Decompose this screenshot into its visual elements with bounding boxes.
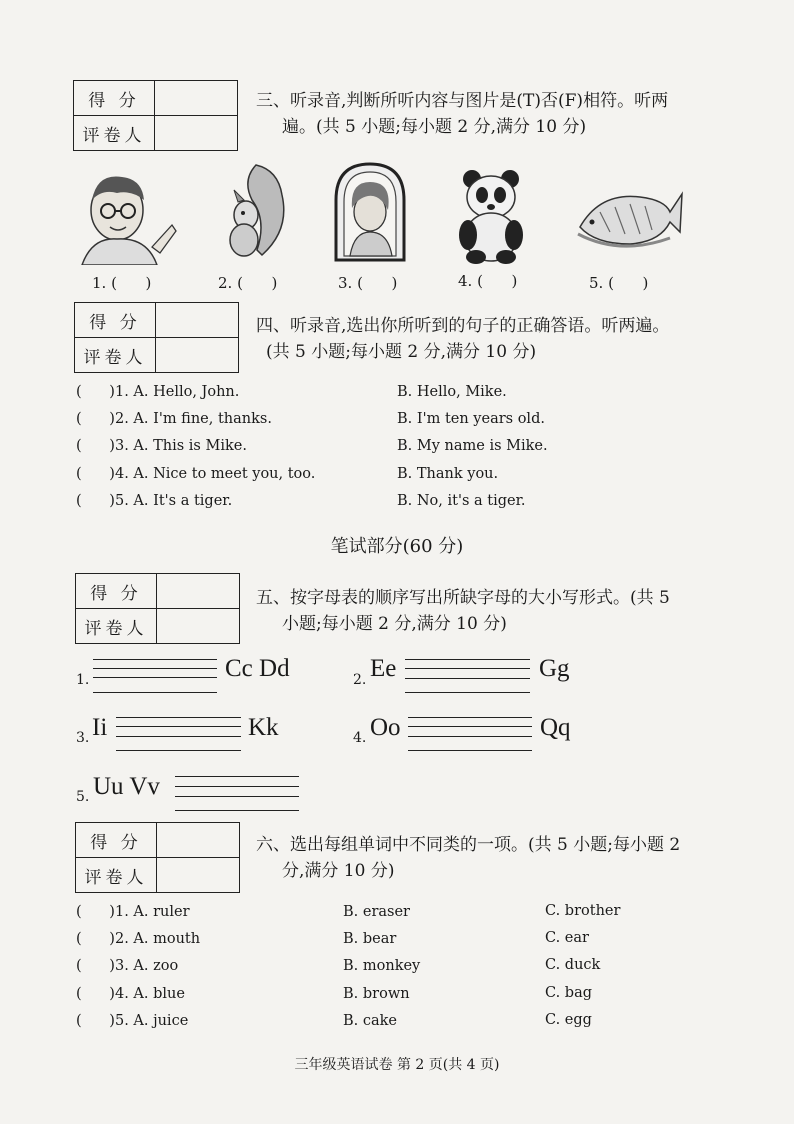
sec5-q1-number: 1. [76, 672, 90, 688]
score-label: 得 分 [74, 81, 155, 116]
score-cell[interactable] [157, 823, 240, 858]
sec4-item-5-a[interactable]: ( )5. A. It's a tiger. [76, 493, 233, 509]
sec6-item-3-b: B. monkey [343, 958, 421, 974]
sec4-item-5-b: B. No, it's a tiger. [397, 493, 526, 509]
page-footer: 三年级英语试卷 第 2 页(共 4 页) [294, 1057, 500, 1073]
sec6-item-2-b: B. bear [343, 931, 397, 947]
sec3-title [256, 88, 668, 140]
grader-cell[interactable] [157, 609, 240, 644]
sec6-title-line1: 六、选出每组单词中不同类的一项。(共 5 小题;每小题 2 [256, 835, 681, 855]
score-label: 得 分 [76, 574, 157, 609]
sec4-item-1-b: B. Hello, Mike. [397, 384, 507, 400]
sec3-answer-1[interactable]: 1. ( ) [92, 274, 152, 292]
sec4-title [256, 313, 669, 365]
writing-line [408, 736, 532, 737]
sec5-q2-before: Ee [370, 655, 397, 682]
sec6-item-4-c: C. bag [545, 985, 593, 1001]
score-box-sec3 [73, 80, 238, 151]
sec5-q4-number: 4. [353, 730, 367, 746]
sec4-title-line2: (共 5 小题;每小题 2 分,满分 10 分) [266, 342, 537, 362]
grader-cell[interactable] [155, 116, 238, 151]
written-section-heading: 笔试部分(60 分) [330, 536, 464, 557]
sec6-item-5-a[interactable]: ( )5. A. juice [76, 1013, 189, 1029]
sec3-title-line1: 三、听录音,判断所听内容与图片是(T)否(F)相符。听两 [256, 91, 669, 111]
grader-cell[interactable] [156, 338, 239, 373]
sec5-q4-after: Qq [540, 714, 571, 741]
girl-in-frame-image [330, 160, 410, 265]
sec4-item-4-a[interactable]: ( )4. A. Nice to meet you, too. [76, 466, 316, 482]
sec6-item-1-c: C. brother [545, 903, 621, 919]
sec5-q2-after: Gg [539, 655, 570, 682]
writing-line[interactable] [405, 692, 530, 693]
sec4-item-4-b: B. Thank you. [397, 466, 499, 482]
score-cell[interactable] [155, 81, 238, 116]
writing-line [93, 659, 217, 660]
sec6-title [256, 832, 680, 884]
writing-line[interactable] [408, 750, 532, 751]
fish-image [570, 172, 685, 257]
sec4-item-3-b: B. My name is Mike. [397, 438, 548, 454]
sec5-q5-before: Uu Vv [93, 773, 160, 800]
score-box-sec4 [74, 302, 239, 373]
score-label: 得 分 [75, 303, 156, 338]
sec5-q3-before: Ii [92, 714, 108, 741]
writing-line [405, 668, 530, 669]
writing-line [408, 717, 532, 718]
sec4-item-1-a[interactable]: ( )1. A. Hello, John. [76, 384, 240, 400]
sec6-item-5-c: C. egg [545, 1012, 592, 1028]
sec6-item-1-a[interactable]: ( )1. A. ruler [76, 904, 190, 920]
sec4-item-2-a[interactable]: ( )2. A. I'm fine, thanks. [76, 411, 272, 427]
writing-line [175, 776, 299, 777]
sec3-answer-4[interactable]: 4. ( ) [458, 272, 518, 290]
sec3-answer-3[interactable]: 3. ( ) [338, 274, 398, 292]
sec6-title-line2: 分,满分 10 分) [282, 861, 395, 881]
sec5-q3-after: Kk [248, 714, 279, 741]
panda-image [452, 165, 532, 265]
score-box-sec5 [75, 573, 240, 644]
sec3-title-line2: 遍。(共 5 小题;每小题 2 分,满分 10 分) [282, 117, 587, 137]
writing-line[interactable] [93, 692, 217, 693]
score-box-sec6 [75, 822, 240, 893]
grader-label: 评卷人 [76, 858, 157, 893]
sec3-answer-5[interactable]: 5. ( ) [589, 274, 649, 292]
score-label: 得 分 [76, 823, 157, 858]
writing-line [116, 717, 241, 718]
writing-line [116, 726, 241, 727]
squirrel-image [212, 160, 292, 265]
sec6-item-2-c: C. ear [545, 930, 589, 946]
writing-line[interactable] [175, 810, 299, 811]
sec5-q4-before: Oo [370, 714, 401, 741]
sec3-answer-2[interactable]: 2. ( ) [218, 274, 278, 292]
writing-line [93, 668, 217, 669]
sec5-title-line2: 小题;每小题 2 分,满分 10 分) [282, 614, 507, 634]
grader-label: 评卷人 [74, 116, 155, 151]
sec5-q5-number: 5. [76, 789, 90, 805]
writing-line [405, 659, 530, 660]
writing-line [408, 726, 532, 727]
writing-line[interactable] [116, 750, 241, 751]
writing-line [175, 786, 299, 787]
grader-cell[interactable] [157, 858, 240, 893]
sec5-title [256, 585, 670, 637]
score-cell[interactable] [156, 303, 239, 338]
sec6-item-1-b: B. eraser [343, 904, 410, 920]
score-cell[interactable] [157, 574, 240, 609]
sec4-title-line1: 四、听录音,选出你所听到的句子的正确答语。听两遍。 [256, 316, 670, 336]
sec6-item-4-a[interactable]: ( )4. A. blue [76, 986, 185, 1002]
sec6-item-2-a[interactable]: ( )2. A. mouth [76, 931, 201, 947]
sec6-item-3-a[interactable]: ( )3. A. zoo [76, 958, 179, 974]
sec5-title-line1: 五、按字母表的顺序写出所缺字母的大小写形式。(共 5 [256, 588, 670, 608]
boy-with-glasses-image [72, 165, 182, 265]
writing-line [116, 736, 241, 737]
writing-line [93, 677, 217, 678]
grader-label: 评卷人 [75, 338, 156, 373]
sec6-item-3-c: C. duck [545, 957, 601, 973]
grader-label: 评卷人 [76, 609, 157, 644]
sec4-item-2-b: B. I'm ten years old. [397, 411, 545, 427]
sec4-item-3-a[interactable]: ( )3. A. This is Mike. [76, 438, 247, 454]
sec5-q2-number: 2. [353, 672, 367, 688]
sec5-q1-letters: Cc Dd [225, 655, 290, 682]
writing-line [175, 796, 299, 797]
sec5-q3-number: 3. [76, 730, 90, 746]
writing-line [405, 678, 530, 679]
sec6-item-4-b: B. brown [343, 986, 410, 1002]
sec6-item-5-b: B. cake [343, 1013, 398, 1029]
